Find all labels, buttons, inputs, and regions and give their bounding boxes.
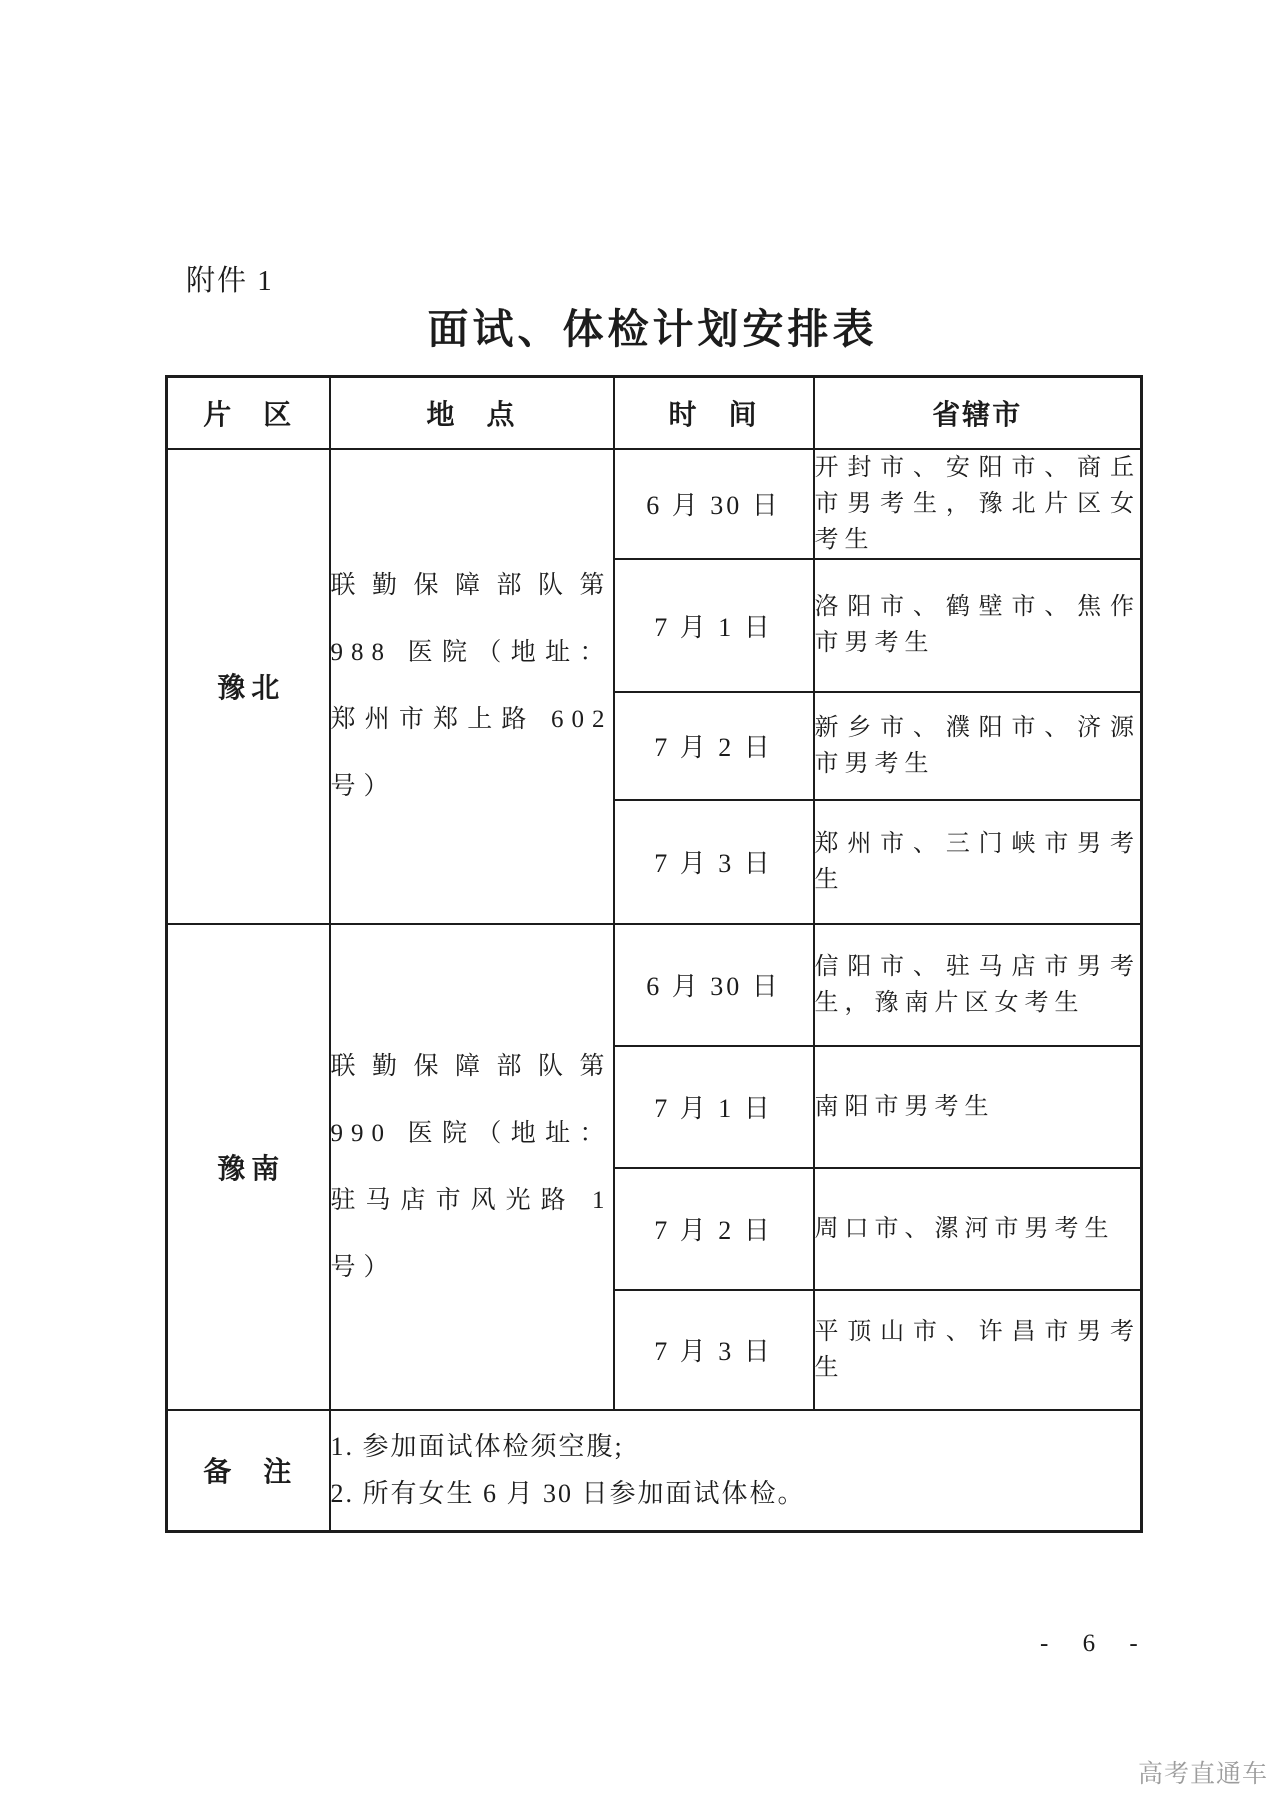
location-cell-yunan: 联勤保障部队第 990 医院（地址：驻马店市风光路 1 号）: [330, 924, 614, 1410]
remark-line-1: 1. 参加面试体检须空腹;: [330, 1432, 624, 1462]
cities-cell: 郑州市、三门峡市男考生: [814, 800, 1142, 924]
cities-cell: 洛阳市、鹤壁市、焦作市男考生: [814, 559, 1142, 692]
region-cell-yubei: 豫北: [167, 449, 330, 924]
region-cell-yunan: 豫南: [167, 924, 330, 1410]
time-cell: 7 月 3 日: [614, 1290, 814, 1410]
cities-cell: 新乡市、濮阳市、济源市男考生: [814, 692, 1142, 800]
cities-cell: 信阳市、驻马店市男考生，豫南片区女考生: [814, 924, 1142, 1046]
time-cell: 7 月 1 日: [614, 559, 814, 692]
time-cell: 6 月 30 日: [614, 924, 814, 1046]
cities-cell: 南阳市男考生: [814, 1046, 1142, 1168]
page-number: - 6 -: [1040, 1630, 1147, 1657]
location-cell-yubei: 联勤保障部队第 988 医院（地址：郑州市郑上路 602 号）: [330, 449, 614, 924]
table-header-row: [167, 377, 1142, 449]
attachment-label: 附件 1: [186, 265, 274, 297]
time-cell: 7 月 2 日: [614, 1168, 814, 1290]
cities-cell: 平顶山市、许昌市男考生: [814, 1290, 1142, 1410]
col-header-cities: 省辖市: [814, 377, 1142, 449]
col-header-location: 地 点: [330, 377, 614, 449]
time-cell: 7 月 2 日: [614, 692, 814, 800]
time-cell: 7 月 1 日: [614, 1046, 814, 1168]
cities-cell: 周口市、漯河市男考生: [814, 1168, 1142, 1290]
schedule-table: [165, 375, 1143, 1533]
remark-label-cell: 备 注: [167, 1410, 330, 1532]
remark-content-cell: [330, 1410, 1142, 1532]
page-title: 面试、体检计划安排表: [427, 306, 878, 352]
time-cell: 6 月 30 日: [614, 449, 814, 559]
remark-row: [167, 1410, 1142, 1532]
col-header-region: 片 区: [167, 377, 330, 449]
table-row: [167, 924, 1142, 1046]
remark-line-2: 2. 所有女生 6 月 30 日参加面试体检。: [330, 1479, 806, 1509]
cities-cell: 开封市、安阳市、商丘市男考生，豫北片区女考生: [814, 449, 1142, 559]
col-header-time: 时 间: [614, 377, 814, 449]
watermark: 高考直通车: [1138, 1760, 1269, 1788]
table-row: [167, 449, 1142, 559]
time-cell: 7 月 3 日: [614, 800, 814, 924]
